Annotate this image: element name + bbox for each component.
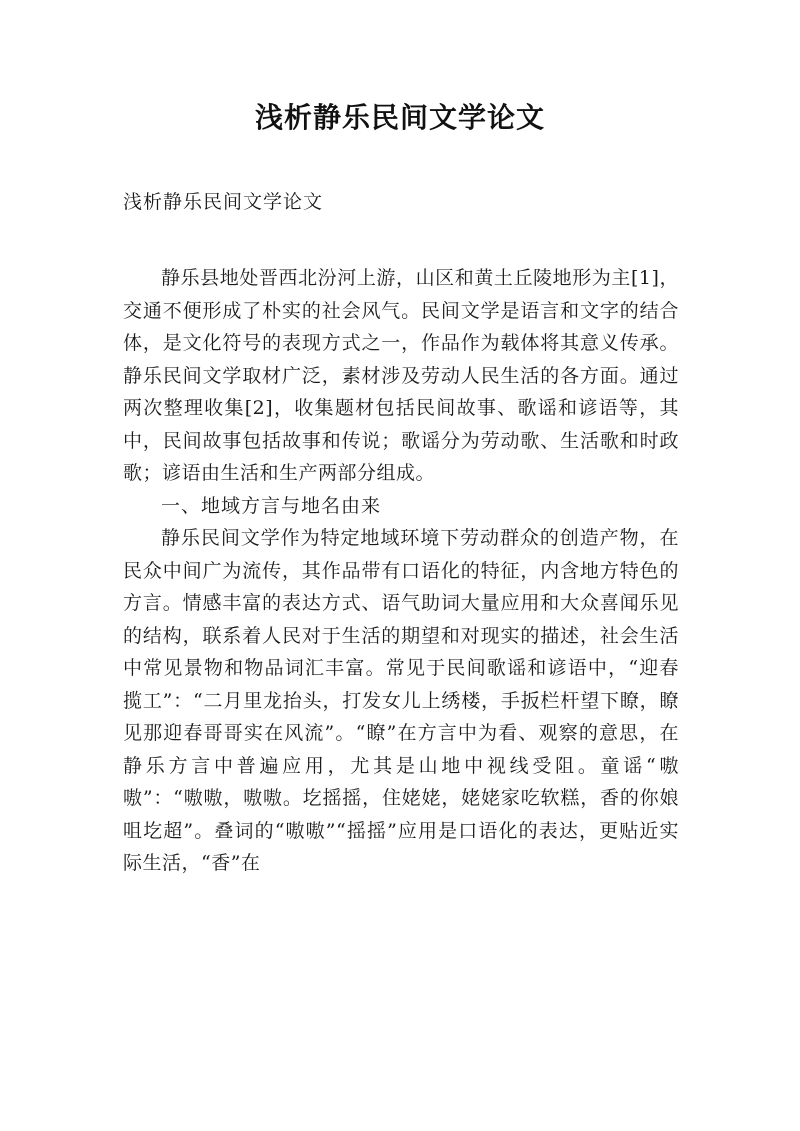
document-title: 浅析静乐民间文学论文 bbox=[254, 101, 545, 134]
section-heading: 一、地域方言与地名由来 bbox=[161, 494, 382, 517]
document-body bbox=[123, 262, 679, 880]
intro-paragraph: 静乐县地处晋西北汾河上游，山区和黄土丘陵地形为主[1]，交通不便形成了朴实的社会风气。民间文学是语言和文字的结合体，是文化符号的表现方式之一，作品作为载体将其意义传承。静乐民间文学取材广泛，素材涉及劳动人民生活的各方面。通过两次整理收集[2]，收集题材包括民间故事、歌谣和谚语等，其中，民间故事包括故事和传说；歌谣分为劳动歌、生活歌和时政歌；谚语由生活和生产两部分组成。 bbox=[123, 267, 679, 484]
document-subtitle: 浅析静乐民间文学论文 bbox=[123, 191, 324, 213]
section-paragraph: 静乐民间文学作为特定地域环境下劳动群众的创造产物，在民众中间广为流传，其作品带有口语化的特征，内含地方特色的方言。情感丰富的表达方式、语气助词大量应用和大众喜闻乐见的结构，联系着人民对于生活的期望和对现实的描述，社会生活中常见景物和物品词汇丰富。常见于民间歌谣和谚语中，“迎春揽工”：“二月里龙抬头，打发女儿上绣楼，手扳栏杆望下瞭，瞭见那迎春哥哥实在风流”。“瞭”在方言中为看、观察的意思，在静乐方言中普遍应用，尤其是山地中视线受阻。童谣“嗷嗷”：“嗷嗷，嗷嗷。圪摇摇，住姥姥，姥姥家吃软糕，香的你娘咀圪超”。叠词的“嗷嗷”“摇摇”应用是口语化的表达，更贴近实际生活，“香”在 bbox=[123, 527, 679, 874]
